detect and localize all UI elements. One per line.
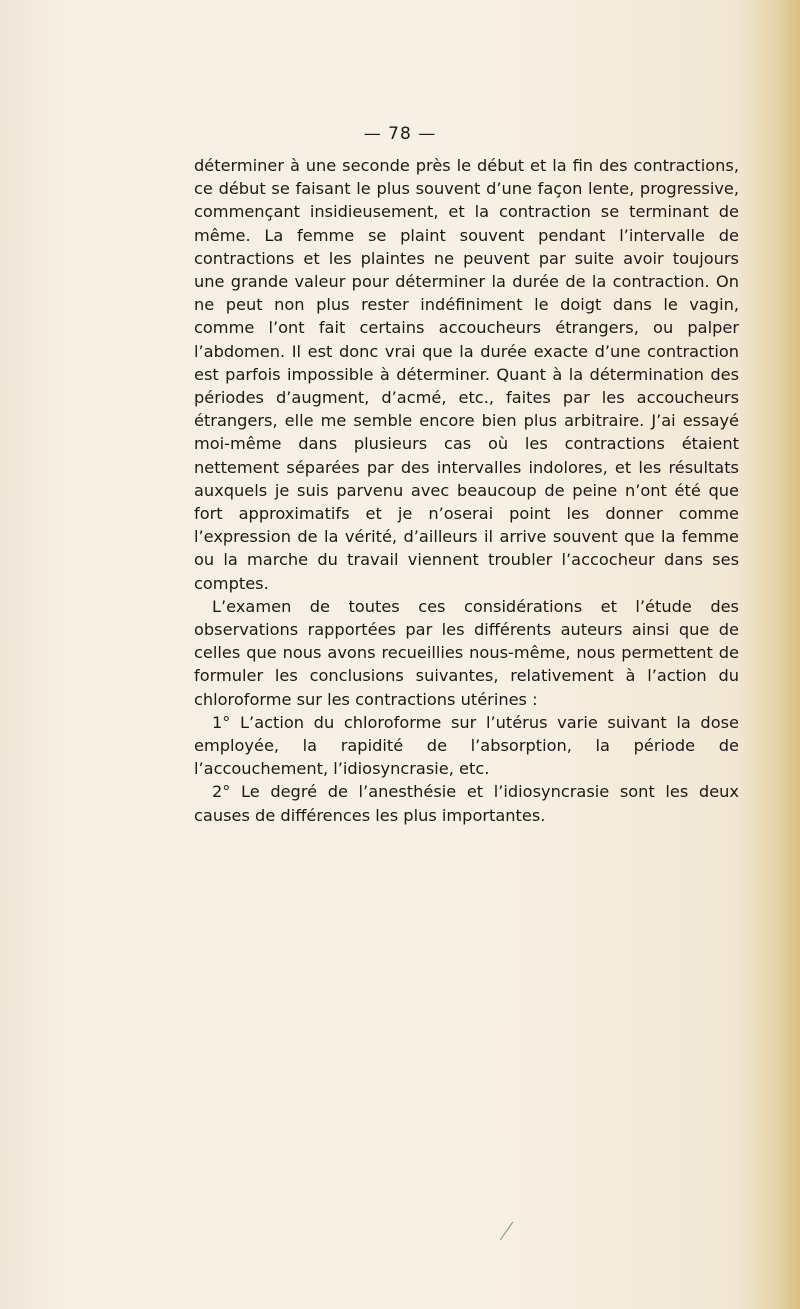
page-number: — 78 — bbox=[363, 124, 437, 144]
paragraph-1: déterminer à une seconde près le début et la fin des contractions, ce début se faisant le plus souvent d’une façon lente, progressive, commençant insidieusement, et la contraction se terminant de même. La femme se plaint souvent pendant l’intervalle de contractions et les plaintes ne peuvent par suite avoir toujours une grande valeur pour déterminer la durée de la contraction. On ne peut non plus rester indéfiniment le doigt dans le vagin, comme l’ont fait certains accoucheurs étrangers, ou palper l’abdomen. Il est donc vrai que la durée exacte d’une contraction est parfois impossible à déterminer. Quant à la détermination des périodes d’augment, d’acmé, etc., faites par les accoucheurs étrangers, elle me semble encore bien plus arbitraire. J’ai essayé moi-même dans plusieurs cas où les contractions étaient nettement séparées par des intervalles indolores, et les résultats auxquels je suis parvenu avec beaucoup de peine n’ont été que fort approximatifs et je n’oserai point les donner comme l’expression de la vérité, d’ailleurs il arrive souvent que la femme ou la marche du travail viennent troubler l’accocheur dans ses comptes. bbox=[194, 156, 739, 593]
body-text bbox=[194, 154, 739, 827]
paragraph-4: 2° Le degré de l’anesthésie et l’idiosyncrasie sont les deux causes de différences les plus importantes. bbox=[194, 782, 739, 825]
paragraph-2: L’examen de toutes ces considérations et l’étude des observations rapportées par les différents auteurs ainsi que de celles que nous avons recueillies nous-même, nous permettent de formuler les conclusions suivantes, relativement à l’action du chloroforme sur les contractions utérines : bbox=[194, 596, 739, 709]
paragraph-3: 1° L’action du chloroforme sur l’utérus varie suivant la dose employée, la rapidité de l’absorption, la période de l’accouchement, l’idiosyncrasie, etc. bbox=[194, 712, 739, 779]
stray-pencil-mark bbox=[500, 1222, 513, 1241]
